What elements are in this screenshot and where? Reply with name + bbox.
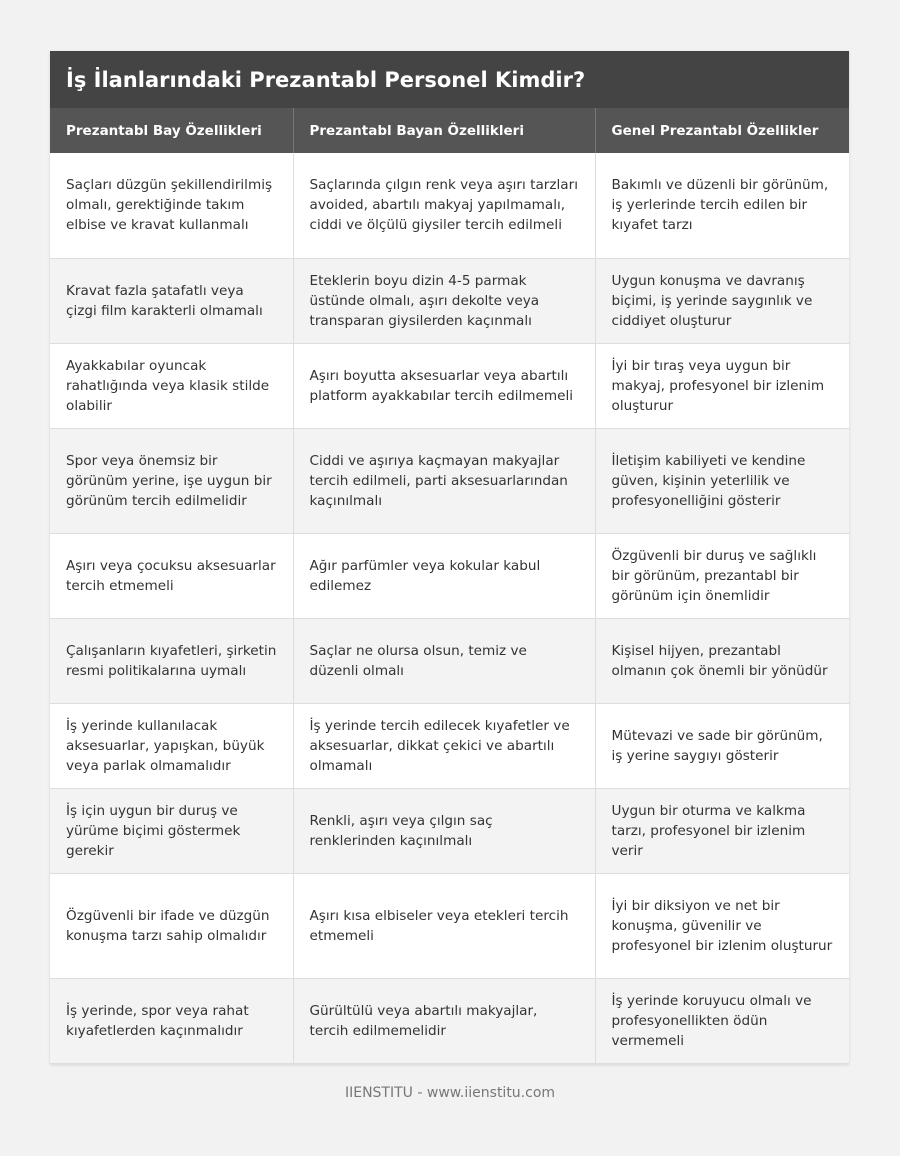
table-row bbox=[50, 873, 849, 978]
header-male: Prezantabl Bay Özellikleri bbox=[50, 108, 293, 153]
comparison-table bbox=[50, 108, 849, 1064]
table-cell: Gürültülü veya abartılı makyajlar, tercih edilmemelidir bbox=[293, 978, 595, 1063]
table-row bbox=[50, 978, 849, 1063]
table-cell: İletişim kabiliyeti ve kendine güven, kişinin yeterlilik ve profesyonelliğini gösterir bbox=[595, 428, 849, 533]
table-row bbox=[50, 533, 849, 618]
table-row bbox=[50, 153, 849, 258]
table-cell: Saçları düzgün şekillendirilmiş olmalı, gerektiğinde takım elbise ve kravat kullanmalı bbox=[50, 153, 293, 258]
table-cell: Özgüvenli bir ifade ve düzgün konuşma tarzı sahip olmalıdır bbox=[50, 873, 293, 978]
table-cell: Mütevazi ve sade bir görünüm, iş yerine saygıyı gösterir bbox=[595, 703, 849, 788]
table-cell: Saçlarında çılgın renk veya aşırı tarzları avoided, abartılı makyaj yapılmamalı, ciddi ve ölçülü giysiler tercih edilmeli bbox=[293, 153, 595, 258]
table-cell: İş yerinde koruyucu olmalı ve profesyonellikten ödün vermemeli bbox=[595, 978, 849, 1063]
table-cell: Renkli, aşırı veya çılgın saç renklerinden kaçınılmalı bbox=[293, 788, 595, 873]
table-cell: Spor veya önemsiz bir görünüm yerine, işe uygun bir görünüm tercih edilmelidir bbox=[50, 428, 293, 533]
table-cell: Eteklerin boyu dizin 4-5 parmak üstünde olmalı, aşırı dekolte veya transparan giysilerden kaçınmalı bbox=[293, 258, 595, 343]
table-row bbox=[50, 343, 849, 428]
table-row bbox=[50, 703, 849, 788]
footer-credit: IIENSTITU - www.iienstitu.com bbox=[344, 1085, 556, 1101]
table-cell: İş yerinde kullanılacak aksesuarlar, yapışkan, büyük veya parlak olmamalıdır bbox=[50, 703, 293, 788]
header-general: Genel Prezantabl Özellikler bbox=[595, 108, 849, 153]
table-cell: Aşırı veya çocuksu aksesuarlar tercih etmemeli bbox=[50, 533, 293, 618]
table-cell: Bakımlı ve düzenli bir görünüm, iş yerlerinde tercih edilen bir kıyafet tarzı bbox=[595, 153, 849, 258]
table-cell: Uygun bir oturma ve kalkma tarzı, profesyonel bir izlenim verir bbox=[595, 788, 849, 873]
table-cell: İyi bir diksiyon ve net bir konuşma, güvenilir ve profesyonel bir izlenim oluşturur bbox=[595, 873, 849, 978]
table-row bbox=[50, 258, 849, 343]
table-cell: Saçlar ne olursa olsun, temiz ve düzenli olmalı bbox=[293, 618, 595, 703]
table-row bbox=[50, 618, 849, 703]
table-row bbox=[50, 428, 849, 533]
table-cell: Uygun konuşma ve davranış biçimi, iş yerinde saygınlık ve ciddiyet oluşturur bbox=[595, 258, 849, 343]
header-female: Prezantabl Bayan Özellikleri bbox=[293, 108, 595, 153]
table-cell: Ciddi ve aşırıya kaçmayan makyajlar tercih edilmeli, parti aksesuarlarından kaçınılmalı bbox=[293, 428, 595, 533]
table-cell: İş için uygun bir duruş ve yürüme biçimi göstermek gerekir bbox=[50, 788, 293, 873]
table-cell: İş yerinde, spor veya rahat kıyafetlerden kaçınmalıdır bbox=[50, 978, 293, 1063]
table-cell: İş yerinde tercih edilecek kıyafetler ve aksesuarlar, dikkat çekici ve abartılı olmamalı bbox=[293, 703, 595, 788]
table-cell: Kravat fazla şatafatlı veya çizgi film karakterli olmamalı bbox=[50, 258, 293, 343]
page-title: İş İlanlarındaki Prezantabl Personel Kimdir? bbox=[50, 51, 849, 108]
table-cell: İyi bir tıraş veya uygun bir makyaj, profesyonel bir izlenim oluşturur bbox=[595, 343, 849, 428]
table-cell: Ayakkabılar oyuncak rahatlığında veya klasik stilde olabilir bbox=[50, 343, 293, 428]
table-cell: Ağır parfümler veya kokular kabul edilemez bbox=[293, 533, 595, 618]
table-cell: Özgüvenli bir duruş ve sağlıklı bir görünüm, prezantabl bir görünüm için önemlidir bbox=[595, 533, 849, 618]
table-cell: Aşırı kısa elbiseler veya etekleri tercih etmemeli bbox=[293, 873, 595, 978]
table-cell: Kişisel hijyen, prezantabl olmanın çok önemli bir yönüdür bbox=[595, 618, 849, 703]
content-card bbox=[50, 51, 849, 1064]
table-row bbox=[50, 788, 849, 873]
table-cell: Aşırı boyutta aksesuarlar veya abartılı platform ayakkabılar tercih edilmemeli bbox=[293, 343, 595, 428]
header-row bbox=[50, 108, 849, 153]
table-cell: Çalışanların kıyafetleri, şirketin resmi politikalarına uymalı bbox=[50, 618, 293, 703]
